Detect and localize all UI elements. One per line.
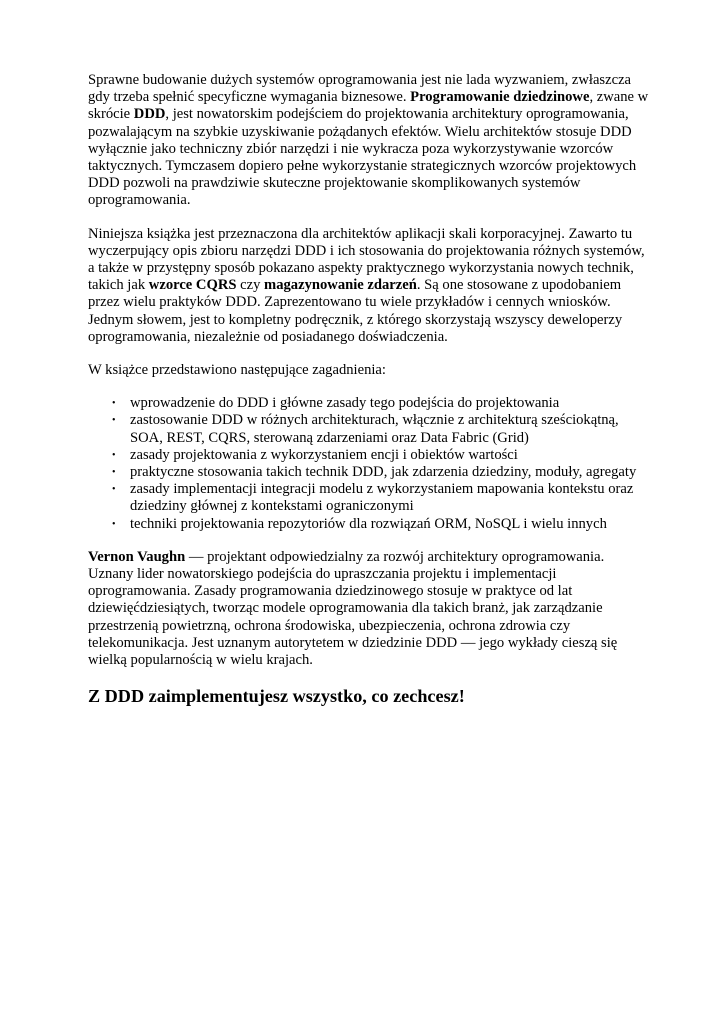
- intro-paragraph: [88, 72, 650, 210]
- bullet-icon: •: [112, 467, 116, 479]
- list-item-text: wprowadzenie do DDD i główne zasady tego podejścia do projektowania: [130, 395, 560, 412]
- topics-list: [88, 395, 650, 533]
- closing-slogan: Z DDD zaimplementujesz wszystko, co zechcesz!: [88, 686, 465, 707]
- intro-text-3: , jest nowatorskim podejściem do projektowania architektury oprogramowania, pozwalającym na szybkie uzyskiwanie pożądanych efektów. Wielu architektów stosuje DDD wyłącznie jako techniczny zbiór narzędzi i nie wykracza poza wykorzystywanie wzorców taktycznych. Tymczasem dopiero pełne wykorzystanie strategicznych wzorców projektowych DDD pozwoli na prawdziwie skuteczne projektowanie skomplikowanych systemów oprogramowania.: [88, 106, 637, 209]
- list-item-text: praktyczne stosowania takich technik DDD, jak zdarzenia dziedziny, moduły, agregaty: [130, 464, 637, 481]
- book-description-paragraph: [88, 226, 650, 346]
- list-item: [88, 516, 650, 533]
- author-bio: — projektant odpowiedzialny za rozwój architektury oprogramowania. Uznany lider nowatorskiego podejścia do upraszczania projektu i implementacji oprogramowania. Zasady programowania dziedzinowego stosuje w praktyce od lat dziewięćdziesiątych, tworząc modele oprogramowania dla takich branż, jak zarządzanie przestrzenią powietrzną, ochrona środowiska, ubezpieczenia, ochrona zdrowia czy telekomunikacja. Jest uznanym autorytetem w dziedzinie DDD — jego wykłady cieszą się wielką popularnością w wielu krajach.: [88, 548, 618, 669]
- intro-text-1: Sprawne budowanie dużych systemów oprogramowania jest nie lada wyzwaniem, zwłaszcza gdy trzeba spełnić specyficzne wymagania biznesowe.: [88, 72, 632, 106]
- list-item: [88, 481, 650, 515]
- book-bold-term-2: magazynowanie zdarzeń: [264, 277, 417, 294]
- book-bold-term-1: wzorce CQRS: [148, 277, 237, 294]
- book-text-3: . Są one stosowane z upodobaniem przez wielu praktyków DDD. Zaprezentowano tu wiele przykładów i cennych wniosków. Jednym słowem, jest to kompletny podręcznik, z którego skorzystają wszyscy deweloperzy oprogramowania, niezależnie od posiadanego doświadczenia.: [88, 277, 623, 345]
- list-item: [88, 447, 650, 464]
- bullet-icon: •: [112, 449, 116, 461]
- list-item-text: zasady projektowania z wykorzystaniem encji i obiektów wartości: [130, 446, 518, 463]
- list-item: [88, 395, 650, 412]
- intro-bold-term-2: DDD: [133, 106, 166, 123]
- book-text-1: Niniejsza książka jest przeznaczona dla architektów aplikacji skali korporacyjnej. Zawarto tu wyczerpujący opis zbioru narzędzi DDD i ich stosowania do projektowania różnych systemów, a także w przystępny sposób pokazano aspekty praktycznego wykorzystania nowych technik, takich jak: [88, 225, 645, 294]
- list-item-text: zastosowanie DDD w różnych architekturach, włącznie z architekturą sześciokątną, SOA, REST, CQRS, sterowaną zdarzeniami oraz Data Fabric (Grid): [130, 412, 619, 446]
- author-name: Vernon Vaughn: [88, 548, 186, 565]
- bullet-icon: •: [112, 415, 116, 427]
- list-item: [88, 464, 650, 481]
- intro-bold-term-1: Programowanie dziedzinowe: [410, 89, 590, 106]
- topics-heading: W książce przedstawiono następujące zagadnienia:: [88, 362, 386, 379]
- list-item: [88, 412, 650, 446]
- author-paragraph: [88, 549, 650, 669]
- book-text-2: czy: [236, 277, 265, 294]
- bullet-icon: •: [112, 484, 116, 496]
- document-page: [88, 72, 650, 707]
- intro-text-2: , zwane w skrócie: [88, 89, 649, 123]
- bullet-icon: •: [112, 518, 116, 530]
- list-item-text: zasady implementacji integracji modelu z wykorzystaniem mapowania kontekstu oraz dziedziny głównej z kontekstami ograniczonymi: [130, 481, 634, 515]
- bullet-icon: •: [112, 398, 116, 410]
- list-item-text: techniki projektowania repozytoriów dla rozwiązań ORM, NoSQL i wielu innych: [130, 515, 607, 532]
